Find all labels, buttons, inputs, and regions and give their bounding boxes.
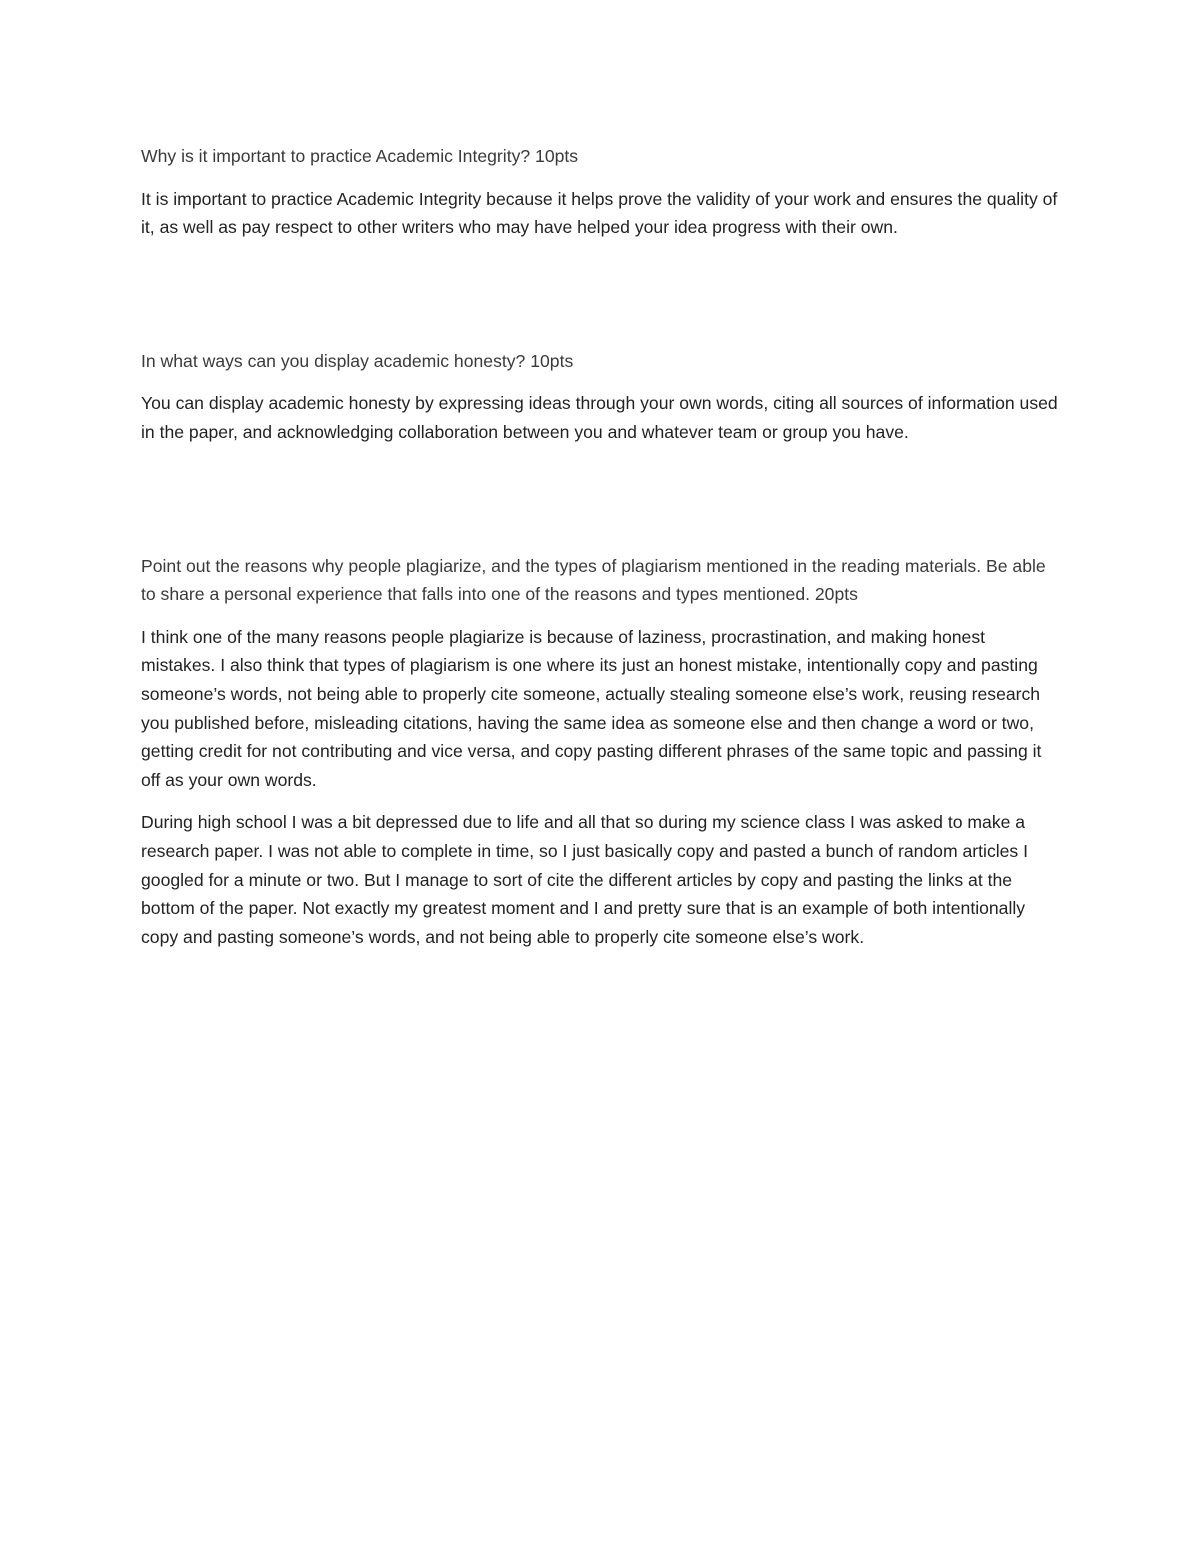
answer-1: It is important to practice Academic Integrity because it helps prove the validity of your work and ensures the quality of it, as well as pay respect to other writers who may have helped your idea progress with their own. xyxy=(141,188,1058,238)
document-body xyxy=(141,142,1061,951)
question-1: Why is it important to practice Academic Integrity? 10pts xyxy=(141,146,579,166)
question-2: In what ways can you display academic honesty? 10pts xyxy=(141,350,574,371)
answer-3-paragraph-2: During high school I was a bit depressed due to life and all that so during my science class I was asked to make a research paper. I was not able to complete in time, so I just basically copy and pasted a bunch of random articles I googled for a minute or two. But I manage to sort of cite the different articles by copy and pasting the links at the bottom of the paper. Not exactly my greatest moment and I and pretty sure that is an example of both intentionally copy and pasting someone’s words, and not being able to properly cite someone else’s work. xyxy=(141,812,1029,947)
question-3: Point out the reasons why people plagiarize, and the types of plagiarism mentioned in the reading materials. Be able to share a personal experience that falls into one of the reasons and types mentioned. 20pts xyxy=(141,555,1046,605)
answer-3-paragraph-1: I think one of the many reasons people plagiarize is because of laziness, procrastination, and making honest mistakes. I also think that types of plagiarism is one where its just an honest mistake, intentionally copy and pasting someone’s words, not being able to properly cite someone, actually stealing someone else’s work, reusing research you published before, misleading citations, having the same idea as someone else and then change a word or two, getting credit for not contributing and vice versa, and copy pasting different phrases of the same topic and passing it off as your own words. xyxy=(141,626,1042,790)
answer-2: You can display academic honesty by expressing ideas through your own words, citing all sources of information used in the paper, and acknowledging collaboration between you and whatever team or group you have. xyxy=(141,393,1058,442)
